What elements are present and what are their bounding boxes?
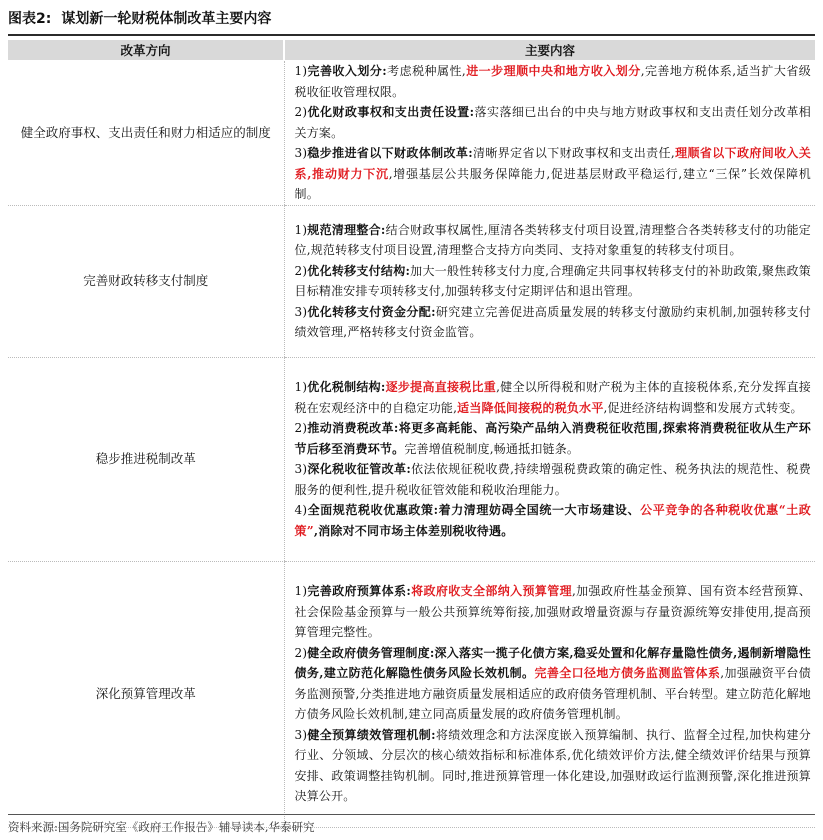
reform-content [284,61,815,206]
reform-direction: 稳步推进税制改革 [8,357,284,561]
table-header-row [8,40,815,61]
figure-title-text: 谋划新一轮财税体制改革主要内容 [61,11,272,27]
reform-content [284,357,815,561]
content-item: 3)稳步推进省以下财政体制改革:清晰界定省以下财政事权和支出责任,理顺省以下政府间收入关系,推动财力下沉,增强基层公共服务保障能力,促进基层财政平稳运行,建立“三保”长效保障机制。 [294,146,812,201]
column-header-content: 主要内容 [284,40,815,61]
content-item: 3)优化转移支付资金分配:研究建立完善促进高质量发展的转移支付激励约束机制,加强转移支付绩效管理,严格转移支付资金监管。 [294,304,811,339]
table-row [8,61,815,206]
figure-title [8,8,815,36]
content-item: 1)规范清理整合:结合财政事权属性,厘清各类转移支付项目设置,清理整合各类转移支付的功能定位,规范转移支付项目设置,清理整合支持方向类同、支持对象重复的转移支付项目。 [294,222,811,257]
table-row [8,357,815,561]
reform-direction: 深化预算管理改革 [8,561,284,827]
reform-direction: 完善财政转移支付制度 [8,205,284,357]
content-item: 3)健全预算绩效管理机制:将绩效理念和方法深度嵌入预算编制、执行、监督全过程,加快构建分行业、分领域、分层次的核心绩效指标和标准体系,优化绩效评价方法,健全绩效评价结果与预算安排、政策调整挂钩机制。同时,推进预算管理一体化建设,加强财政运行监测预警,深化推进预算决算公开。 [294,727,811,804]
table-row [8,205,815,357]
content-item: 4)全面规范税收优惠政策:着力清理妨碍全国统一大市场建设、公平竞争的各种税收优惠“土政策”,消除对不同市场主体差别税收待遇。 [294,503,811,538]
source-note: 资料来源:国务院研究室《政府工作报告》辅导读本,华泰研究 [8,814,815,835]
figure-label: 图表2: [8,11,52,27]
content-item: 3)深化税收征管改革:依法依规征税收费,持续增强税费政策的确定性、税务执法的规范性、税费服务的便利性,提升税收征管效能和税收治理能力。 [294,462,811,497]
content-item: 2)健全政府债务管理制度:深入落实一揽子化债方案,稳妥处置和化解存量隐性债务,遏制新增隐性债务,建立防范化解隐性债务风险长效机制。完善全口径地方债务监测监管体系,加强融资平台债务监测预警,分类推进地方融资质量发展相适应的政府债务管理机制、平台转型。建立防范化解地方债务风险长效机制,建立同高质量发展的政府债务管理机制。 [294,645,811,722]
reform-direction: 健全政府事权、支出责任和财力相适应的制度 [8,61,284,206]
reform-content [284,205,815,357]
column-header-direction: 改革方向 [8,40,284,61]
content-item: 2)推动消费税改革:将更多高耗能、高污染产品纳入消费税征收范围,探索将消费税征收从生产环节后移至消费环节。完善增值税制度,畅通抵扣链条。 [294,421,811,456]
content-item: 1)完善政府预算体系:将政府收支全部纳入预算管理,加强政府性基金预算、国有资本经营预算、社会保险基金预算与一般公共预算统筹衔接,加强财政增量资源与存量资源统筹安排使用,提高预算管理完整性。 [294,584,812,640]
content-item: 2)优化转移支付结构:加大一般性转移支付力度,合理确定共同事权转移支付的补助政策,聚焦政策目标精准安排专项转移支付,加强转移支付定期评估和退出管理。 [294,263,811,298]
reform-table [8,40,815,828]
content-item: 1)优化税制结构:逐步提高直接税比重,健全以所得税和财产税为主体的直接税体系,充分发挥直接税在宏观经济中的自稳定功能,适当降低间接税的税负水平,促进经济结构调整和发展方式转变。 [294,380,811,415]
content-item: 1)完善收入划分:考虑税种属性,进一步理顺中央和地方收入划分,完善地方税体系,适当扩大省级税收征收管理权限。 [294,64,811,99]
reform-content [284,561,815,827]
content-item: 2)优化财政事权和支出责任设置:落实落细已出台的中央与地方财政事权和支出责任划分改革相关方案。 [294,105,812,140]
table-row [8,561,815,827]
